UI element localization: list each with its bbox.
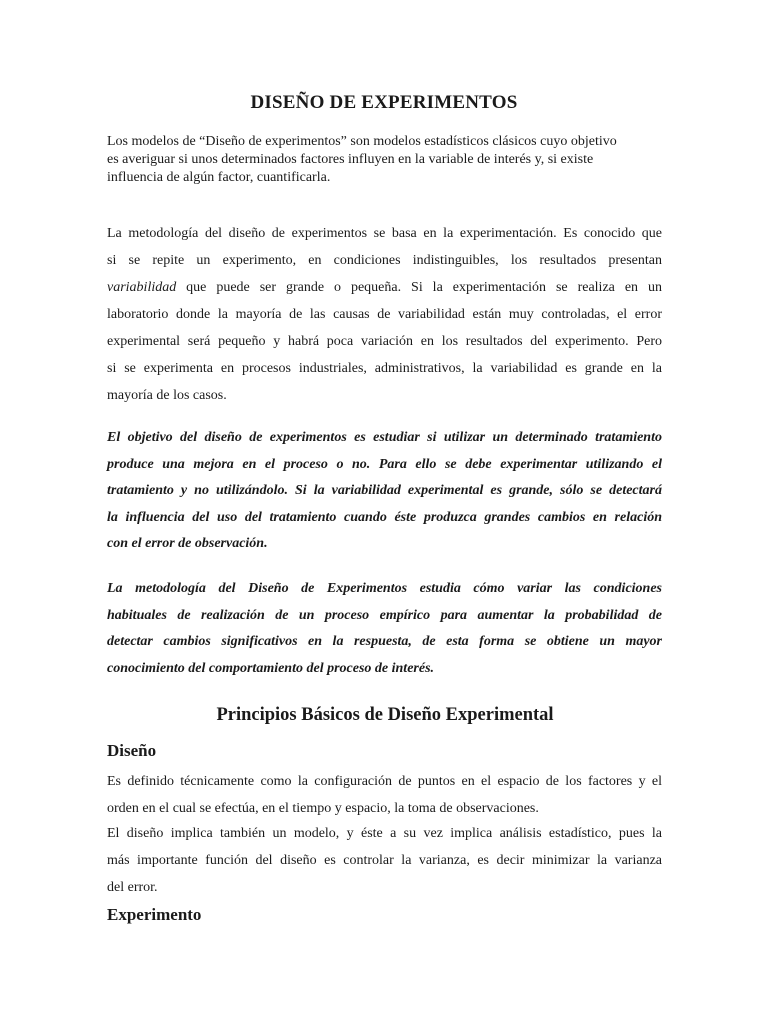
doe-line: detectar cambios significativos en la respuesta, de esta forma se obtiene un mayor <box>107 634 662 649</box>
methodology-line <box>107 274 662 301</box>
experimento-heading: Experimento <box>107 905 202 924</box>
doe-line: La metodología del Diseño de Experimentos estudia cómo variar las condiciones <box>107 581 662 596</box>
methodology-paragraph <box>107 220 662 409</box>
intro-line: es averiguar si unos determinados factores influyen en la variable de interés y, si existe <box>107 152 594 167</box>
methodology-line: La metodología del diseño de experimentos se basa en la experimentación. Es conocido que <box>107 226 662 241</box>
diseno-definition-paragraph <box>107 768 662 822</box>
doe-line: conocimiento del comportamiento del proceso de interés. <box>107 660 435 676</box>
objective-line: tratamiento y no utilizándolo. Si la variabilidad experimental es grande, sólo se detectará <box>107 483 662 498</box>
diseno-heading: Diseño <box>107 741 157 760</box>
diseno-model-paragraph <box>107 820 662 901</box>
intro-line: influencia de algún factor, cuantificarla. <box>107 170 331 185</box>
definition-line: orden en el cual se efectúa, en el tiempo y espacio, la toma de observaciones. <box>107 801 539 816</box>
objective-line: con el error de observación. <box>107 536 268 551</box>
methodology-line: mayoría de los casos. <box>107 388 227 403</box>
methodology-line: laboratorio donde la mayoría de las causas de variabilidad están muy controladas, el error <box>107 307 662 322</box>
methodology-line-text: que puede ser grande o pequeña. Si la experimentación se realiza en un <box>176 280 662 295</box>
definition-line: Es definido técnicamente como la configuración de puntos en el espacio de los factores y el <box>107 774 662 789</box>
variabilidad-term: variabilidad <box>107 280 177 295</box>
methodology-line: si se experimenta en procesos industriales, administrativos, la variabilidad es grande en la <box>107 361 662 376</box>
methodology-line: experimental será pequeño y habrá poca variación en los resultados del experimento. Pero <box>107 334 662 349</box>
objective-paragraph <box>107 425 662 558</box>
doe-line: habituales de realización de un proceso empírico para aumentar la probabilidad de <box>107 607 662 623</box>
intro-line: Los modelos de “Diseño de experimentos” son modelos estadísticos clásicos cuyo objetivo <box>107 134 617 149</box>
document-title: DISEÑO DE EXPERIMENTOS <box>250 92 518 113</box>
doe-methodology-paragraph <box>107 576 662 682</box>
intro-paragraph <box>107 133 667 187</box>
principles-heading: Principios Básicos de Diseño Experimental <box>216 705 554 725</box>
objective-line: la influencia del uso del tratamiento cuando éste produzca grandes cambios en relación <box>107 509 662 525</box>
definition-line: El diseño implica también un modelo, y éste a su vez implica análisis estadístico, pues la <box>107 826 662 841</box>
objective-line: produce una mejora en el proceso o no. Para ello se debe experimentar utilizando el <box>107 456 662 472</box>
objective-line: El objetivo del diseño de experimentos es estudiar si utilizar un determinado tratamiento <box>107 430 662 445</box>
methodology-line: si se repite un experimento, en condiciones indistinguibles, los resultados presentan <box>107 253 662 268</box>
definition-line: del error. <box>107 880 158 895</box>
definition-line: más importante función del diseño es controlar la varianza, es decir minimizar la varianza <box>107 853 662 868</box>
